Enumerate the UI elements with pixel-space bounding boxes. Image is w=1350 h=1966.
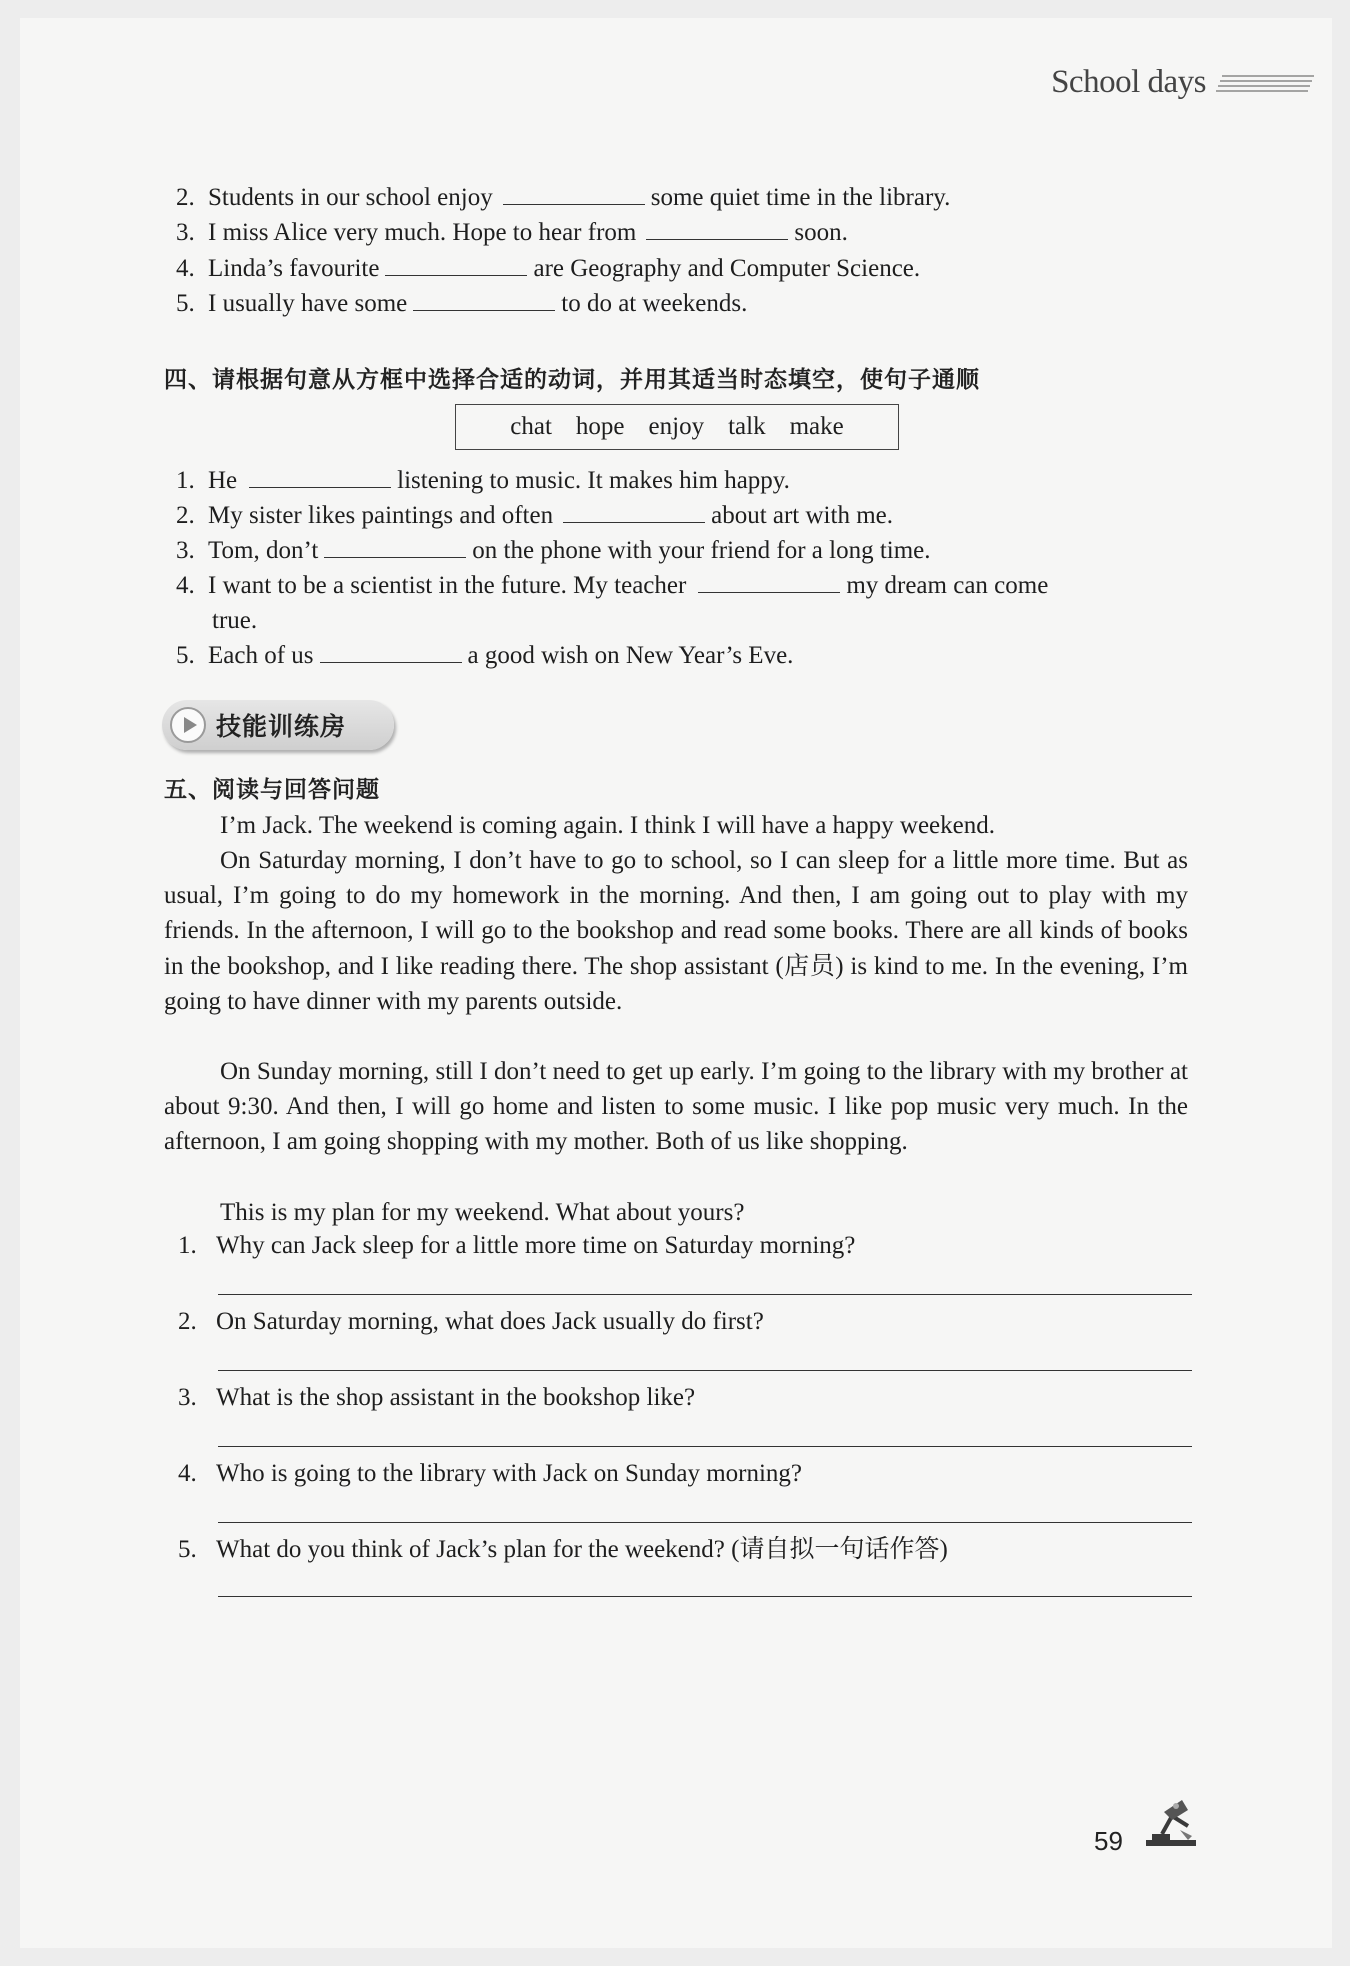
page-number: 59	[1094, 1826, 1123, 1856]
exercise-item: 5. I usually have some to do at weekends.	[176, 290, 748, 317]
answer-line[interactable]	[218, 1370, 1192, 1371]
answer-blank[interactable]	[503, 182, 645, 205]
word-option: enjoy	[648, 413, 705, 440]
word-option: make	[789, 413, 844, 440]
page-header	[1051, 64, 1316, 101]
header-decoration-lines-icon	[1216, 70, 1316, 96]
section-title-part5: 五、阅读与回答问题	[164, 777, 380, 803]
answer-blank[interactable]	[324, 535, 466, 558]
question-item: 1. Why can Jack sleep for a little more time on Saturday morning?	[178, 1232, 856, 1259]
reading-paragraph: This is my plan for my weekend. What about yours?	[220, 1199, 745, 1226]
exercise-item: 2. My sister likes paintings and often about art with me.	[176, 502, 893, 529]
word-box	[455, 404, 899, 450]
reading-paragraph: On Saturday morning, I don’t have to go to school, so I can sleep for a little more time. But as usual, I’m going to do my homework in the morning. And then, I am going out to play with my friends. In the afternoon, I will go to the bookshop and read some books. There are all kinds of books in the bookshop, and I like reading there. The shop assistant (店员) is kind to me. In the evening, I’m going to have dinner with my parents outside.	[164, 847, 1188, 1015]
exercise-item: 3. I miss Alice very much. Hope to hear from soon.	[176, 219, 848, 246]
reading-paragraph: On Sunday morning, still I don’t need to get up early. I’m going to the library with my brother at about 9:30. And then, I will go home and listen to some music. I like pop music very much. In the afternoon, I am going shopping with my mother. Both of us like shopping.	[164, 1058, 1188, 1156]
skill-banner-label: 技能训练房	[216, 712, 347, 741]
exercise-item-continuation: true.	[212, 607, 258, 634]
word-option: hope	[575, 413, 625, 440]
answer-line[interactable]	[218, 1446, 1192, 1447]
section-title-part4: 四、请根据句意从方框中选择合适的动词，并用其适当时态填空，使句子通顺	[164, 367, 980, 393]
word-option: chat	[510, 413, 552, 440]
answer-blank[interactable]	[698, 570, 840, 593]
question-item: 3. What is the shop assistant in the bookshop like?	[178, 1384, 696, 1411]
skill-training-banner	[162, 700, 394, 750]
header-title: School days	[1051, 64, 1206, 100]
answer-blank[interactable]	[413, 288, 555, 311]
desk-lamp-icon	[1142, 1796, 1200, 1850]
exercise-item: 3. Tom, don’t on the phone with your friend for a long time.	[176, 537, 931, 564]
answer-blank[interactable]	[385, 253, 527, 276]
answer-line[interactable]	[218, 1294, 1192, 1295]
question-item: 2. On Saturday morning, what does Jack usually do first?	[178, 1308, 764, 1335]
exercise-item: 5. Each of us a good wish on New Year’s Eve.	[176, 642, 794, 669]
play-icon	[170, 707, 206, 743]
exercise-item: 1. He listening to music. It makes him happy.	[176, 467, 790, 494]
exercise-item: 2. Students in our school enjoy some quiet time in the library.	[176, 184, 951, 211]
exercise-item: 4. Linda’s favourite are Geography and Computer Science.	[176, 255, 921, 282]
answer-line[interactable]	[218, 1596, 1192, 1597]
word-option: talk	[728, 413, 766, 440]
question-item: 5. What do you think of Jack’s plan for the weekend? (请自拟一句话作答)	[178, 1536, 948, 1563]
answer-blank[interactable]	[646, 217, 788, 240]
question-item: 4. Who is going to the library with Jack on Sunday morning?	[178, 1460, 803, 1487]
exercise-item: 4. I want to be a scientist in the future. My teacher my dream can come	[176, 572, 1049, 599]
answer-line[interactable]	[218, 1522, 1192, 1523]
answer-blank[interactable]	[563, 500, 705, 523]
answer-blank[interactable]	[249, 465, 391, 488]
reading-paragraph: I’m Jack. The weekend is coming again. I think I will have a happy weekend.	[220, 812, 995, 839]
answer-blank[interactable]	[320, 640, 462, 663]
